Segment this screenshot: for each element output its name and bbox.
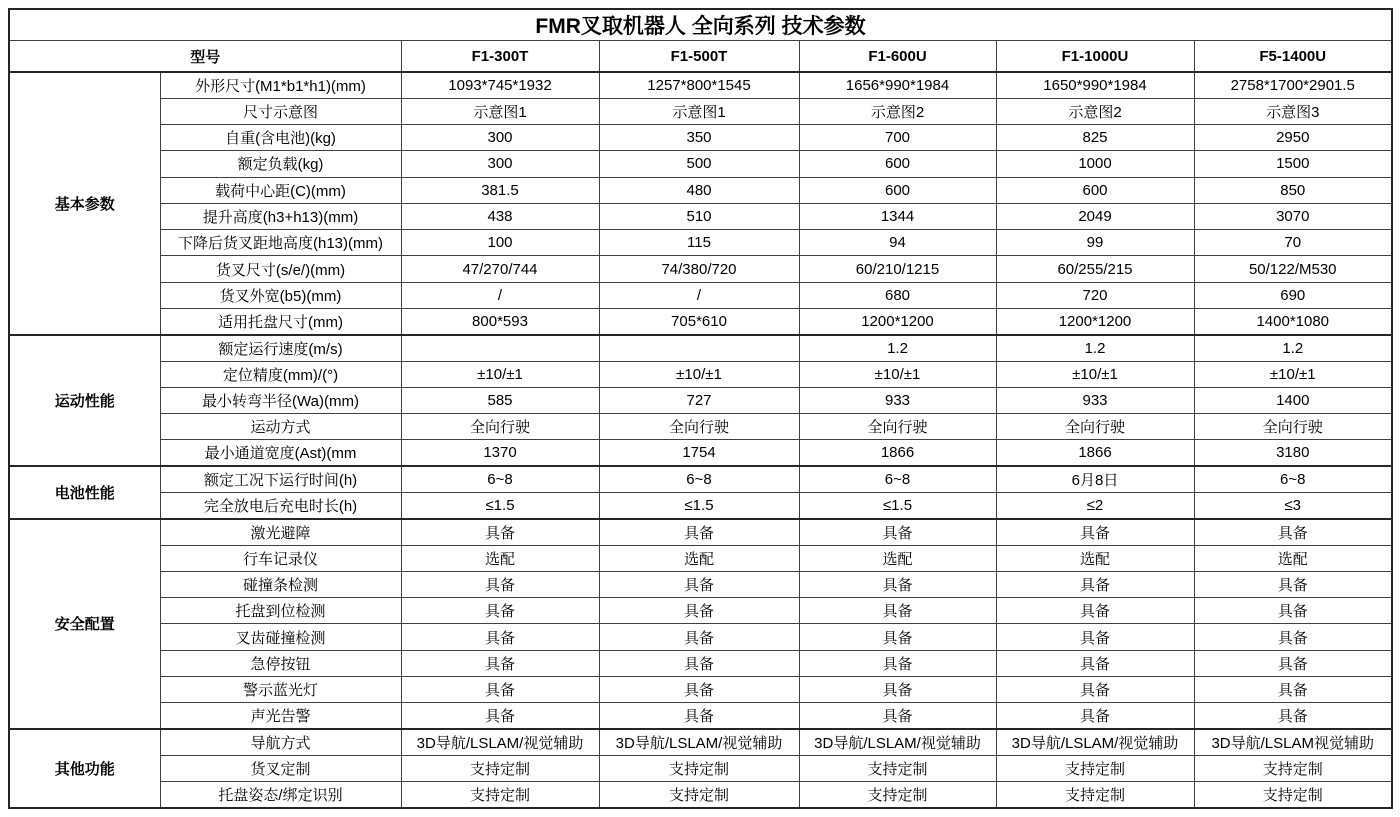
table-row [9,282,1392,308]
param-value: 1866 [996,440,1194,466]
param-value: 支持定制 [401,755,599,781]
param-label: 运动方式 [160,414,401,440]
param-value: 6~8 [1194,466,1392,492]
table-row [9,493,1392,519]
param-value: 具备 [599,571,799,597]
param-value: 选配 [799,545,996,571]
param-label: 托盘姿态/绑定识别 [160,782,401,808]
model-header: F1-500T [599,41,799,73]
param-value: 支持定制 [996,755,1194,781]
param-value: 115 [599,230,799,256]
param-value: 381.5 [401,177,599,203]
param-value: 438 [401,203,599,229]
table-row [9,125,1392,151]
table-row [9,335,1392,361]
param-label: 货叉外宽(b5)(mm) [160,282,401,308]
param-label: 警示蓝光灯 [160,676,401,702]
page-title: FMR叉取机器人 全向系列 技术参数 [9,9,1392,41]
param-value: 94 [799,230,996,256]
param-label: 声光告警 [160,703,401,729]
table-row [9,598,1392,624]
param-value: 480 [599,177,799,203]
table-row [9,414,1392,440]
param-label: 提升高度(h3+h13)(mm) [160,203,401,229]
param-value: 具备 [1194,598,1392,624]
param-value: 510 [599,203,799,229]
param-value: 1370 [401,440,599,466]
table-row [9,676,1392,702]
param-value: ±10/±1 [799,361,996,387]
model-header: F5-1400U [1194,41,1392,73]
param-value: 具备 [996,703,1194,729]
table-row [9,387,1392,413]
param-value: 3D导航/LSLAM/视觉辅助 [401,729,599,755]
param-label: 尺寸示意图 [160,98,401,124]
param-value: 具备 [799,650,996,676]
param-value: 具备 [401,703,599,729]
param-value: 支持定制 [799,782,996,808]
param-value: 50/122/M530 [1194,256,1392,282]
param-value: 1866 [799,440,996,466]
param-value: 具备 [996,624,1194,650]
param-value: 700 [799,125,996,151]
table-row [9,729,1392,755]
table-row [9,755,1392,781]
param-value: / [401,282,599,308]
param-value: / [599,282,799,308]
param-label: 外形尺寸(M1*b1*h1)(mm) [160,72,401,98]
param-value: 825 [996,125,1194,151]
param-value: 3D导航/LSLAM/视觉辅助 [599,729,799,755]
table-row [9,519,1392,545]
param-value: 1500 [1194,151,1392,177]
param-label: 托盘到位检测 [160,598,401,624]
param-value: 具备 [1194,571,1392,597]
param-value: 示意图2 [996,98,1194,124]
param-value: ≤1.5 [799,493,996,519]
param-value: 具备 [401,519,599,545]
param-value: 选配 [996,545,1194,571]
param-value: 1000 [996,151,1194,177]
param-value: 具备 [401,676,599,702]
param-value: ±10/±1 [1194,361,1392,387]
param-value: 具备 [1194,676,1392,702]
param-label: 定位精度(mm)/(°) [160,361,401,387]
table-row [9,782,1392,808]
table-row [9,256,1392,282]
param-value: 705*610 [599,309,799,335]
param-value: 支持定制 [1194,782,1392,808]
param-value: 3D导航/LSLAM视觉辅助 [1194,729,1392,755]
param-value: 具备 [401,598,599,624]
param-value [599,335,799,361]
section-label: 电池性能 [9,466,160,519]
param-value: 具备 [401,624,599,650]
param-value: 1400 [1194,387,1392,413]
param-value: 1754 [599,440,799,466]
param-label: 额定工况下运行时间(h) [160,466,401,492]
param-value: 支持定制 [599,755,799,781]
param-value: 全向行驶 [401,414,599,440]
param-value: 60/210/1215 [799,256,996,282]
param-value: 具备 [1194,703,1392,729]
param-value: 3180 [1194,440,1392,466]
param-value: 3D导航/LSLAM/视觉辅助 [799,729,996,755]
model-header: F1-600U [799,41,996,73]
param-value: 具备 [799,624,996,650]
param-value: 800*593 [401,309,599,335]
param-value: 1.2 [996,335,1194,361]
table-row [9,98,1392,124]
param-value: 99 [996,230,1194,256]
param-label: 额定运行速度(m/s) [160,335,401,361]
param-value: 3D导航/LSLAM/视觉辅助 [996,729,1194,755]
param-value: 具备 [599,519,799,545]
param-value: 具备 [401,571,599,597]
param-value: 1093*745*1932 [401,72,599,98]
param-label: 导航方式 [160,729,401,755]
table-row [9,230,1392,256]
param-value [401,335,599,361]
param-value: 350 [599,125,799,151]
param-label: 行车记录仪 [160,545,401,571]
param-value: ±10/±1 [599,361,799,387]
param-label: 货叉尺寸(s/e/)(mm) [160,256,401,282]
table-row [9,703,1392,729]
param-value: 具备 [996,571,1194,597]
param-value: 933 [996,387,1194,413]
param-value: 支持定制 [401,782,599,808]
table-row [9,361,1392,387]
param-value: ≤3 [1194,493,1392,519]
param-label: 碰撞条检测 [160,571,401,597]
param-value: 具备 [599,650,799,676]
param-value: 具备 [799,519,996,545]
table-row [9,650,1392,676]
param-value: 全向行驶 [996,414,1194,440]
param-value: 100 [401,230,599,256]
param-value: 具备 [1194,519,1392,545]
param-value: 1650*990*1984 [996,72,1194,98]
param-label: 载荷中心距(C)(mm) [160,177,401,203]
table-row [9,309,1392,335]
param-value: 全向行驶 [1194,414,1392,440]
param-value: 500 [599,151,799,177]
table-row [9,177,1392,203]
table-row [9,545,1392,571]
param-value: 支持定制 [599,782,799,808]
param-value: 300 [401,151,599,177]
param-value: 具备 [1194,624,1392,650]
param-value: 具备 [996,676,1194,702]
param-value: ±10/±1 [996,361,1194,387]
param-value: 70 [1194,230,1392,256]
param-value: 933 [799,387,996,413]
param-value: 具备 [401,650,599,676]
param-value: 1.2 [1194,335,1392,361]
section-label: 安全配置 [9,519,160,729]
param-value: 全向行驶 [599,414,799,440]
param-value: 727 [599,387,799,413]
param-value: 600 [799,151,996,177]
param-value: 300 [401,125,599,151]
param-value: 6~8 [599,466,799,492]
param-value: 74/380/720 [599,256,799,282]
table-row [9,151,1392,177]
param-value: 具备 [1194,650,1392,676]
model-header: F1-300T [401,41,599,73]
param-label: 急停按钮 [160,650,401,676]
param-value: 具备 [799,598,996,624]
param-value: 支持定制 [799,755,996,781]
param-value: 600 [799,177,996,203]
param-value: 选配 [599,545,799,571]
model-header-row [9,41,1392,73]
section-label: 运动性能 [9,335,160,466]
param-value: 690 [1194,282,1392,308]
param-label: 叉齿碰撞检测 [160,624,401,650]
param-label: 最小通道宽度(Ast)(mm [160,440,401,466]
param-value: 2950 [1194,125,1392,151]
param-value: 1200*1200 [996,309,1194,335]
spec-table [8,8,1393,809]
param-value: ≤1.5 [599,493,799,519]
table-row [9,571,1392,597]
param-label: 最小转弯半径(Wa)(mm) [160,387,401,413]
param-value: 具备 [799,571,996,597]
param-value: 1257*800*1545 [599,72,799,98]
table-row [9,72,1392,98]
param-value: 6月8日 [996,466,1194,492]
param-value: 具备 [996,650,1194,676]
param-value: 具备 [599,676,799,702]
param-value: 600 [996,177,1194,203]
param-value: 680 [799,282,996,308]
param-value: 具备 [996,519,1194,545]
table-row [9,624,1392,650]
param-value: 选配 [401,545,599,571]
param-value: 850 [1194,177,1392,203]
param-value: 1656*990*1984 [799,72,996,98]
param-value: 示意图3 [1194,98,1392,124]
param-value: 6~8 [401,466,599,492]
param-value: 选配 [1194,545,1392,571]
param-value: 示意图1 [401,98,599,124]
model-header-label: 型号 [9,41,401,73]
title-row [9,9,1392,41]
param-value: 具备 [599,624,799,650]
param-value: ≤2 [996,493,1194,519]
param-label: 额定负载(kg) [160,151,401,177]
param-value: 2758*1700*2901.5 [1194,72,1392,98]
table-row [9,466,1392,492]
param-value: 具备 [799,703,996,729]
param-value: 具备 [599,703,799,729]
param-value: ≤1.5 [401,493,599,519]
param-value: 具备 [799,676,996,702]
table-row [9,440,1392,466]
param-value: 支持定制 [996,782,1194,808]
model-header: F1-1000U [996,41,1194,73]
param-value: 支持定制 [1194,755,1392,781]
param-value: 720 [996,282,1194,308]
param-label: 自重(含电池)(kg) [160,125,401,151]
param-value: 全向行驶 [799,414,996,440]
param-label: 适用托盘尺寸(mm) [160,309,401,335]
table-row [9,203,1392,229]
param-value: 47/270/744 [401,256,599,282]
param-value: 3070 [1194,203,1392,229]
param-label: 货叉定制 [160,755,401,781]
param-value: 1200*1200 [799,309,996,335]
param-label: 完全放电后充电时长(h) [160,493,401,519]
param-value: 1400*1080 [1194,309,1392,335]
param-value: 示意图2 [799,98,996,124]
param-value: 具备 [996,598,1194,624]
param-value: 60/255/215 [996,256,1194,282]
param-value: 1.2 [799,335,996,361]
param-value: 具备 [599,598,799,624]
section-label: 其他功能 [9,729,160,808]
param-value: 6~8 [799,466,996,492]
param-value: 585 [401,387,599,413]
param-value: 1344 [799,203,996,229]
param-value: ±10/±1 [401,361,599,387]
param-label: 下降后货叉距地高度(h13)(mm) [160,230,401,256]
section-label: 基本参数 [9,72,160,335]
param-value: 2049 [996,203,1194,229]
param-label: 激光避障 [160,519,401,545]
param-value: 示意图1 [599,98,799,124]
